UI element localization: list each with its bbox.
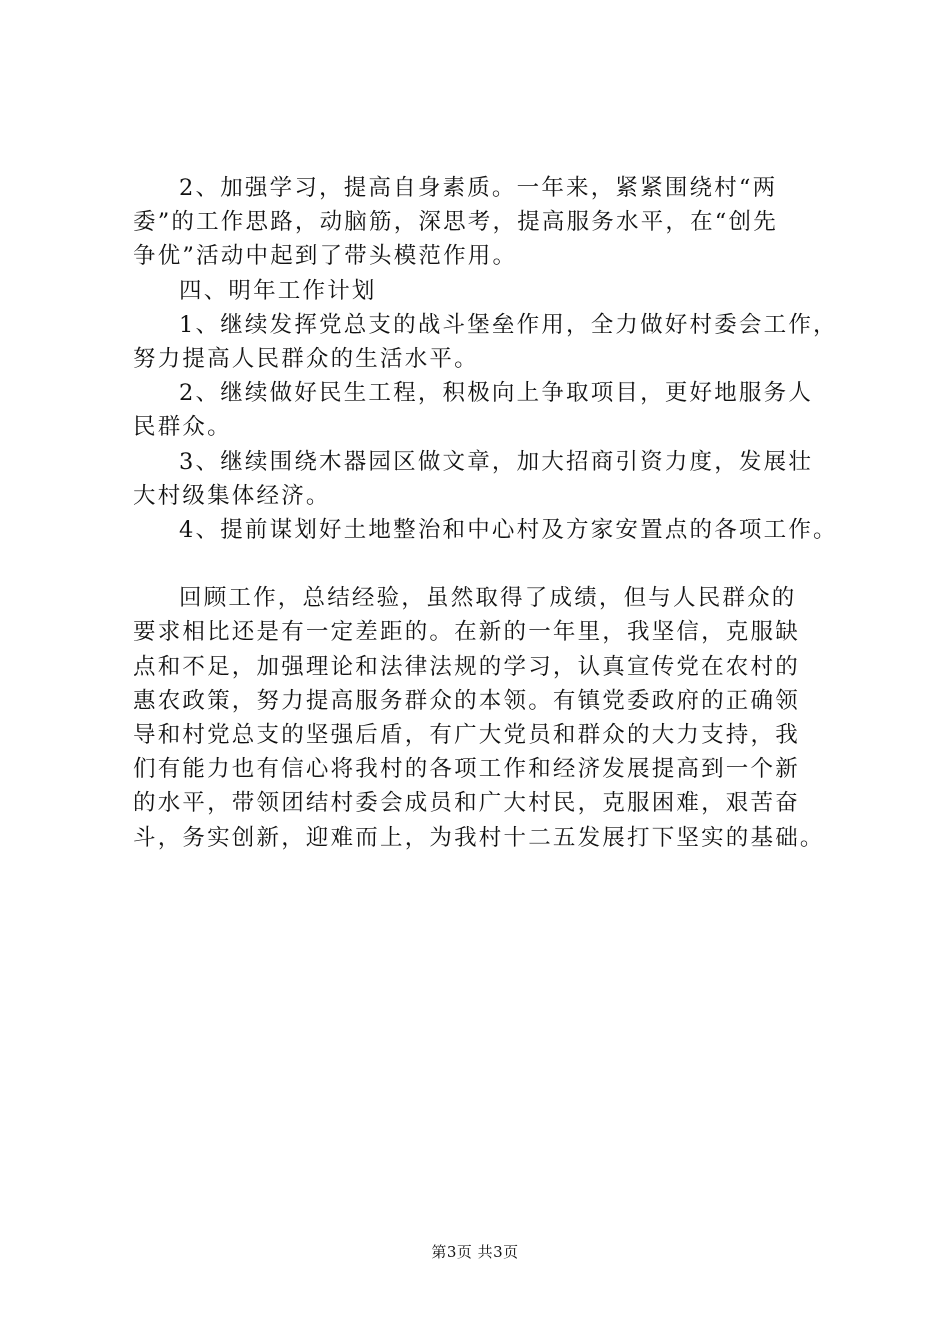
plan-item-3 — [133, 445, 823, 513]
text-line: 点和不足，加强理论和法律法规的学习，认真宣传党在农村的 — [133, 653, 800, 680]
text-line: 委”的工作思路，动脑筋，深思考，提高服务水平，在“创先 — [133, 209, 778, 236]
plan-item-2 — [133, 376, 823, 444]
text-line: 争优”活动中起到了带头模范作用。 — [133, 243, 518, 270]
text-line: 回顾工作，总结经验，虽然取得了成绩，但与人民群众的 — [179, 585, 797, 612]
text-line: 惠农政策，努力提高服务群众的本领。有镇党委政府的正确领 — [133, 687, 800, 714]
text-line: 斗，务实创新，迎难而上，为我村十二五发展打下坚实的基础。 — [133, 824, 825, 851]
text-line: 4、提前谋划好土地整治和中心村及方家安置点的各项工作。 — [179, 516, 838, 543]
paragraph-conclusion — [133, 581, 823, 855]
text-line: 2、继续做好民生工程，积极向上争取项目，更好地服务人 — [179, 380, 814, 407]
section-heading-plan — [133, 274, 823, 308]
text-line: 民群众。 — [133, 414, 232, 441]
paragraph-study — [133, 171, 823, 274]
text-line: 2、加强学习，提高自身素质。一年来，紧紧围绕村“两 — [179, 175, 778, 201]
text-line: 们有能力也有信心将我村的各项工作和经济发展提高到一个新 — [133, 756, 800, 783]
page-footer — [0, 1242, 950, 1262]
section-heading: 四、明年工作计划 — [179, 277, 377, 304]
text-line: 大村级集体经济。 — [133, 482, 331, 509]
text-line: 导和村党总支的坚强后盾，有广大党员和群众的大力支持，我 — [133, 722, 800, 748]
text-line: 要求相比还是有一定差距的。在新的一年里，我坚信，克服缺 — [133, 619, 800, 646]
plan-item-4 — [133, 513, 838, 547]
text-line: 的水平，带领团结村委会成员和广大村民，克服困难，艰苦奋 — [133, 790, 800, 817]
text-line: 3、继续围绕木器园区做文章，加大招商引资力度，发展壮 — [179, 448, 814, 475]
text-line: 努力提高人民群众的生活水平。 — [133, 345, 479, 372]
paragraph-spacer — [133, 547, 823, 581]
document-body — [133, 171, 838, 855]
text-line: 1、继续发挥党总支的战斗堡垒作用，全力做好村委会工作， — [179, 311, 838, 338]
plan-item-1 — [133, 308, 838, 376]
page-number: 第3页 共3页 — [431, 1243, 519, 1261]
